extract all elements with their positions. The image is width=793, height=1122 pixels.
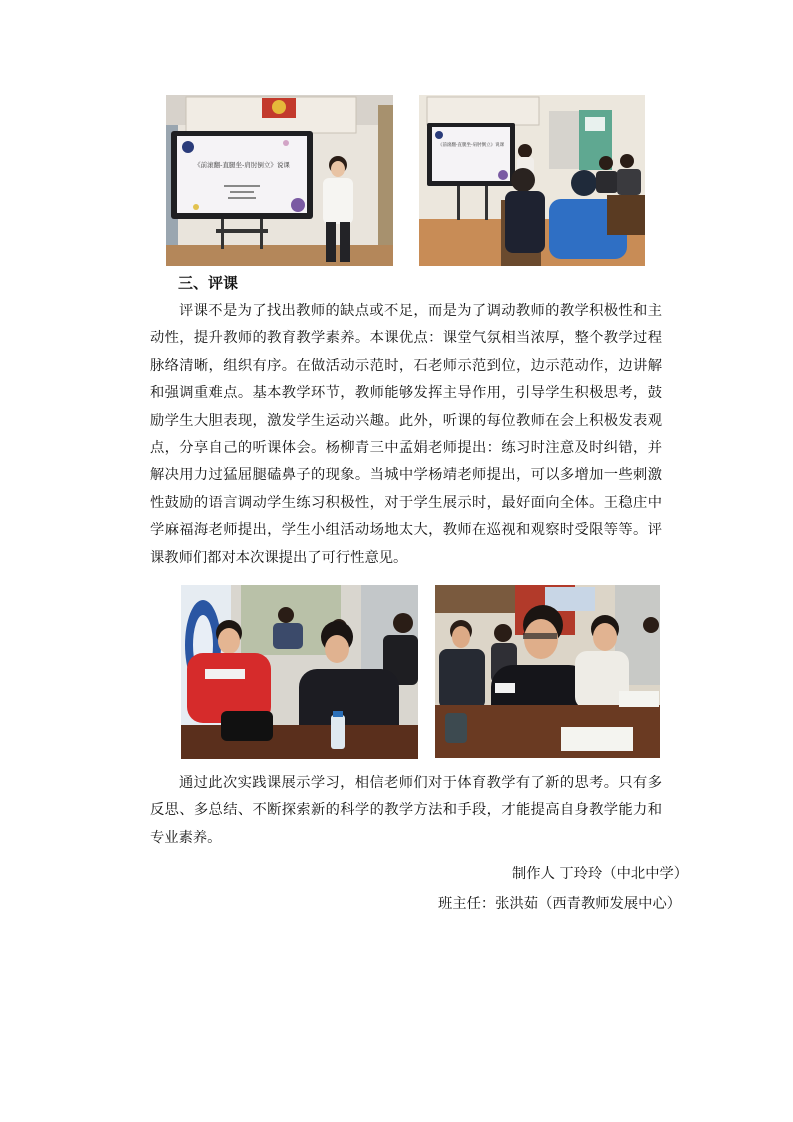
photo-teacher-presenting <box>166 95 393 266</box>
photo-teachers-at-table <box>435 585 660 758</box>
head-teacher-line: 班主任：张洪茹（西青教师发展中心） <box>438 896 682 912</box>
author-line: 制作人 丁玲玲（中北中学） <box>512 866 689 882</box>
section-heading: 三、评课 <box>178 274 239 292</box>
slide-title-right: 《前滚翻-直腿坐-肩肘倒立》说课 <box>437 143 505 148</box>
photo-classroom-audience <box>419 95 645 266</box>
closing-paragraph: 通过此次实践课展示学习，相信老师们对于体育教学有了新的思考。只有多反思、多总结、不断探索新的科学的教学方法和手段，才能提高自身教学能力和专业素养。 <box>150 775 662 846</box>
review-paragraph: 评课不是为了找出教师的缺点或不足，而是为了调动教师的教学积极性和主动性，提升教师的教育教学素养。本课优点：课堂气氛相当浓厚，整个教学过程脉络清晰，组织有序。在做活动示范时，石老师示范到位，边示范动作，边讲解和强调重难点。基本教学环节，教师能够发挥主导作用，引导学生积极思考，鼓励学生大胆表现，激发学生运动兴趣。此外，听课的每位教师在会上积极发表观点，分享自己的听课体会。杨柳青三中孟娟老师提出：练习时注意及时纠错，并解决用力过猛屈腿磕鼻子的现象。当城中学杨靖老师提出，可以多增加一些刺激性鼓励的语言调动学生练习积极性，对于学生展示时，最好面向全体。王稳庄中学麻福海老师提出，学生小组活动场地太大，教师在巡视和观察时受限等等。评课教师们都对本次课提出了可行性意见。 <box>150 303 662 566</box>
photo-teachers-listening <box>181 585 418 759</box>
slide-title-left: 《前滚翻-直腿坐-肩肘倒立》说课 <box>194 161 290 169</box>
